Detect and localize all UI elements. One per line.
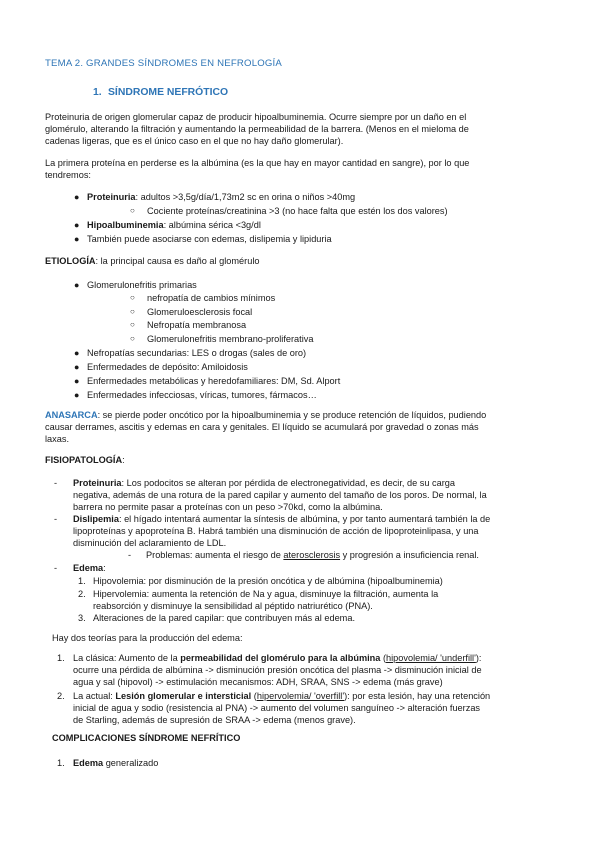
bullet-icon: ● <box>74 362 80 372</box>
problemas-line <box>146 549 479 561</box>
teoria-actual-line-3: de Starling, además de supresión de SRAA -> edema (menos grave). <box>73 715 356 725</box>
teoria-text: ): por esta lesión, hay una retención <box>344 691 491 701</box>
teoria-actual-line-2: inicial de agua y sodio (resistencia al PNA) -> aumento del volumen sanguíneo -> alteración fuerzas <box>73 703 481 713</box>
hipervolemia-overfill-underlined: hipervolemia/ 'overfill' <box>256 691 345 701</box>
edema-item-hipovolemia: Hipovolemia: por disminución de la presión oncótica y de albúmina (hipoalbuminemia) <box>93 576 443 586</box>
circle-bullet-icon: ○ <box>130 206 135 215</box>
teoria-text: La actual: <box>73 691 116 701</box>
heading-number: 1. <box>93 87 102 98</box>
edema-item-pared: Alteraciones de la pared capilar: que contribuyen más al edema. <box>93 613 355 623</box>
hipoalbuminemia-label: Hipoalbuminemia <box>87 220 164 230</box>
proteinuria-text: : adultos >3,5g/día/1,73m2 sc en orina o niños >40mg <box>135 192 356 202</box>
edema-bold: Edema <box>73 758 104 768</box>
etio-item: Enfermedades infecciosas, víricas, tumores, fármacos… <box>87 390 317 400</box>
fisio-edema-label: Edema <box>73 563 104 573</box>
anasarca-line-2: causar derrames, ascitis y edemas en cara y genitales. El líquido se acumulará por gravedad o zonas más <box>45 422 479 432</box>
fisiopatologia-heading <box>45 454 125 466</box>
fisio-proteinuria-line: barrera no permite pasar a proteínas con un peso >70kd, como la albúmina. <box>73 502 383 512</box>
bullet-icon: ● <box>74 348 80 358</box>
heading-sindrome-nefrotico: SÍNDROME NEFRÓTICO <box>108 87 229 98</box>
teoria-clasica <box>73 652 555 688</box>
bullet-icon: ● <box>74 280 80 290</box>
bullet-icon: ● <box>74 220 80 230</box>
fisiopatologia-label: FISIOPATOLOGÍA <box>45 455 123 465</box>
dash-bullet: - <box>54 478 58 488</box>
circle-bullet-icon: ○ <box>130 334 135 343</box>
proteinuria-label: Proteinuria <box>87 192 136 202</box>
hipoalbuminemia-text: : albúmina sérica <3g/dl <box>163 220 261 230</box>
teoria-actual <box>73 690 555 726</box>
teoria-text: ( <box>380 653 387 663</box>
etiologia-label: ETIOLOGÍA <box>45 256 96 266</box>
hipervolemia-line: reabsorción y disminuye la sensibilidad al péptido natriurético (PNA). <box>93 601 373 611</box>
list-number: 1. <box>78 576 86 586</box>
fisio-dislipemia-line: lipoproteínas y apoproteína B. Habrá también una disminución de acción de lipoproteinlipasa, y una <box>73 526 479 536</box>
dash-bullet: - <box>54 514 58 524</box>
dash-bullet: - <box>54 563 58 573</box>
fisio-dislipemia-line: disminución del aclaramiento de LDL. <box>73 538 227 548</box>
list-number: 3. <box>78 613 86 623</box>
bullet-hipoalbuminemia <box>87 219 261 231</box>
fisio-dislipemia-line <box>73 513 555 525</box>
anasarca-label: ANASARCA <box>45 410 98 420</box>
etio-subitem: Glomerulonefritis membrano-proliferativa <box>147 334 314 344</box>
teoria-actual-line-1 <box>73 690 555 702</box>
fisio-proteinuria-text: : Los podocitos se alteran por pérdida de electronegatividad, es decir, de su carga <box>121 478 456 488</box>
tema-title: TEMA 2. GRANDES SÍNDROMES EN NEFROLOGÍA <box>45 58 283 69</box>
etio-subitem: nefropatía de cambios mínimos <box>147 293 276 303</box>
fisiopatologia-colon: : <box>122 455 125 465</box>
etio-item: Glomerulonefritis primarias <box>87 280 197 290</box>
dash-bullet: - <box>128 550 132 560</box>
anasarca-line-1 <box>45 409 555 421</box>
list-number: 2. <box>57 691 65 701</box>
etiologia-line <box>45 255 259 267</box>
edema-item-hipervolemia <box>93 588 555 612</box>
list-number: 1. <box>57 758 65 768</box>
bullet-icon: ● <box>74 390 80 400</box>
anasarca-text: : se pierde poder oncótico por la hipoalbuminemia y se produce retención de líquidos, pudiendo <box>97 410 487 420</box>
fisio-dislipemia <box>73 513 555 549</box>
hipervolemia-line: Hipervolemia: aumenta la retención de Na y agua, disminuye la filtración, aumenta la <box>93 589 439 599</box>
fisio-proteinuria-line <box>73 477 555 489</box>
etiologia-text: : la principal causa es daño al glomérulo <box>95 256 260 266</box>
complicaciones-heading: COMPLICACIONES SÍNDROME NEFRÍTICO <box>52 733 241 743</box>
fisio-edema-colon: : <box>103 563 106 573</box>
bullet-proteinuria <box>87 191 355 203</box>
anasarca-line-3: laxas. <box>45 434 70 444</box>
anasarca-paragraph <box>45 409 555 445</box>
bullet-icon: ● <box>74 234 80 244</box>
paragraph-line: tendremos: <box>45 170 91 180</box>
bullet-icon: ● <box>74 376 80 386</box>
etio-item: Enfermedades de depósito: Amiloidosis <box>87 362 248 372</box>
etio-item: Enfermedades metabólicas y heredofamiliares: DM, Sd. Alport <box>87 376 341 386</box>
first-protein-paragraph <box>45 157 555 181</box>
fisio-proteinuria-label: Proteinuria <box>73 478 122 488</box>
fisio-proteinuria <box>73 477 555 513</box>
etio-subitem: Nefropatía membranosa <box>147 320 247 330</box>
teoria-clasica-line-3: agua y sal (hipovol) -> estimulación mecanismos: ADH, SRAA, SNS -> edema (más grave) <box>73 677 443 687</box>
circle-bullet-icon: ○ <box>130 307 135 316</box>
bullet-icon: ● <box>74 192 80 202</box>
complicacion-edema <box>73 757 158 769</box>
intro-paragraph <box>45 111 555 147</box>
intro-line: Proteinuria de origen glomerular capaz de producir hipoalbuminemia. Ocurre siempre por un daño en el <box>45 112 467 122</box>
intro-line: glomérulo, alterando la filtración y aumentando la permeabilidad de la barrera. (Menos en el mieloma de <box>45 124 469 134</box>
edema-generalizado-text: generalizado <box>103 758 159 768</box>
permeabilidad-bold: permeabilidad del glomérulo para la albúmina <box>180 653 381 663</box>
problemas-text: Problemas: aumenta el riesgo de <box>146 550 284 560</box>
bullet-asociados: También puede asociarse con edemas, dislipemia y lipiduria <box>87 234 332 244</box>
list-number: 1. <box>57 653 65 663</box>
teorias-intro: Hay dos teorías para la producción del edema: <box>52 633 243 643</box>
fisio-dislipemia-text: : el hígado intentará aumentar la síntesis de albúmina, y por tanto aumentará también la de <box>118 514 491 524</box>
teoria-text: ( <box>251 691 257 701</box>
fisio-proteinuria-line: negativa, además de una rotura de la pared capilar y aumento del tamaño de los poros. De normal, la <box>73 490 487 500</box>
teoria-clasica-line-1 <box>73 652 555 664</box>
etio-subitem: Glomeruloesclerosis focal <box>147 307 253 317</box>
intro-line: cadenas ligeras, que es el único caso en el que no hay daño glomerular). <box>45 136 344 146</box>
problemas-text-end: y progresión a insuficiencia renal. <box>340 550 479 560</box>
etio-item: Nefropatías secundarias: LES o drogas (sales de oro) <box>87 348 307 358</box>
fisio-edema-heading <box>73 562 106 574</box>
fisio-dislipemia-label: Dislipemia <box>73 514 119 524</box>
hipovolemia-underfill-underlined: hipovolemia/ 'underfill' <box>386 653 476 663</box>
list-number: 2. <box>78 589 86 599</box>
paragraph-line: La primera proteína en perderse es la albúmina (es la que hay en mayor cantidad en sangre), por lo que <box>45 158 470 168</box>
circle-bullet-icon: ○ <box>130 320 135 329</box>
teoria-clasica-line-2: ocurre una pérdida de albúmina -> disminución presión oncótica del plasma -> disminución inicial de <box>73 665 482 675</box>
aterosclerosis-underlined: aterosclerosis <box>283 550 341 560</box>
teoria-text: ): <box>475 653 482 663</box>
circle-bullet-icon: ○ <box>130 293 135 302</box>
lesion-bold: Lesión glomerular e intersticial <box>115 691 252 701</box>
teoria-text: La clásica: Aumento de la <box>73 653 181 663</box>
sub-bullet-cociente: Cociente proteínas/creatinina >3 (no hace falta que estén los dos valores) <box>147 206 448 216</box>
